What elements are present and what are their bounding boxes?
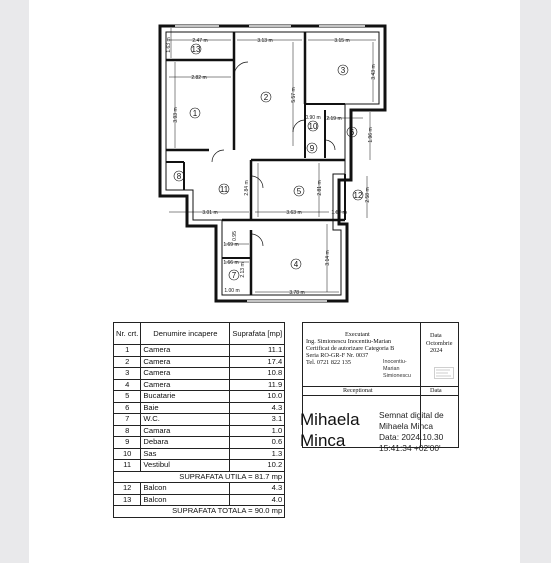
room-nr: 7: [114, 414, 141, 426]
balcony-name: Balcon: [141, 494, 230, 506]
table-row: [114, 494, 285, 506]
date-year: 2024: [430, 347, 443, 354]
dimension-label: 1.00 m: [224, 288, 240, 294]
executant-line-1: Ing. Simionescu Inocentiu-Marian: [306, 338, 392, 345]
table-row: [114, 460, 285, 472]
header-name: Denumire incapere: [141, 323, 230, 345]
room-area: 1.3: [230, 448, 285, 460]
room-number-label: 4: [293, 259, 299, 269]
room-name: Debara: [141, 437, 230, 449]
dimension-label: 3.43 m: [371, 64, 377, 80]
room-area: 4.3: [230, 402, 285, 414]
room-name: Vestibul: [141, 460, 230, 472]
room-nr: 2: [114, 356, 141, 368]
room-name: Camera: [141, 356, 230, 368]
executant-label: Executant: [345, 331, 370, 338]
room-name: Sas: [141, 448, 230, 460]
room-area: 17.4: [230, 356, 285, 368]
dimension-label: 1.63 m: [166, 37, 172, 53]
table-row: [114, 448, 285, 460]
balcony-area: 4.3: [230, 483, 285, 495]
dimension-label: 5.57 m: [291, 87, 297, 103]
dimension-label: 3.93 m: [173, 107, 179, 123]
room-area: 1.0: [230, 425, 285, 437]
room-number-label: 2: [263, 92, 269, 102]
table-row: [114, 368, 285, 380]
balcony-rows: [114, 483, 285, 506]
date-label: Data: [430, 332, 442, 339]
dimension-label: 1.66 m: [223, 260, 239, 266]
executant-line-3: Seria RO-GR-F Nr. 0037: [306, 352, 369, 359]
executant-line-4: Tel. 0721 822 135: [306, 359, 351, 366]
room-area: 10.2: [230, 460, 285, 472]
dimension-label: 2.58 m: [365, 187, 371, 203]
document-page: [29, 0, 520, 563]
room-nr: 9: [114, 437, 141, 449]
table-row: [114, 356, 285, 368]
dimension-label: 2.81 m: [317, 180, 323, 196]
table-row: [114, 379, 285, 391]
table-header-row: [114, 323, 285, 345]
table-row: [114, 437, 285, 449]
balcony-area: 4.0: [230, 494, 285, 506]
room-nr: 11: [114, 460, 141, 472]
room-nr: 3: [114, 368, 141, 380]
room-number-label: 7: [231, 270, 237, 280]
table-row: [114, 345, 285, 357]
room-name: Camera: [141, 368, 230, 380]
table-row: [114, 425, 285, 437]
room-name: Camera: [141, 379, 230, 391]
dimension-label: 3.15 m: [334, 38, 350, 44]
digital-signature-line-1: Semnat digital de: [379, 410, 444, 420]
dimension-label: 1.96 m: [368, 127, 374, 143]
room-name: Camera: [141, 345, 230, 357]
grand-total-row: [114, 506, 285, 518]
dimension-label: 0.90 m: [305, 115, 321, 121]
room-area: 0.6: [230, 437, 285, 449]
room-number-label: 1: [192, 108, 198, 118]
dimension-label: 2.82 m: [191, 75, 207, 81]
room-number-label: 5: [296, 186, 302, 196]
signature-first-name: Mihaela: [300, 410, 360, 429]
header-area: Suprafata [mp]: [230, 323, 285, 345]
balcony-name: Balcon: [141, 483, 230, 495]
room-number-label: 6: [349, 127, 355, 137]
room-area: 11.1: [230, 345, 285, 357]
stamp-graphic: [434, 367, 454, 379]
useful-total-row: [114, 471, 285, 483]
room-area: 11.9: [230, 379, 285, 391]
stamp-name-1: Inocentiu-: [383, 359, 407, 365]
table-row: [114, 483, 285, 495]
room-number-label: 10: [308, 121, 318, 131]
stamp-name-2: Marian: [383, 366, 400, 372]
room-nr: 4: [114, 379, 141, 391]
stamp-name-3: Simionescu: [383, 373, 411, 379]
dimension-label: 2.13 m: [240, 262, 246, 278]
room-nr: 8: [114, 425, 141, 437]
dimension-label: 2.19 m: [326, 116, 342, 122]
room-nr: 10: [114, 448, 141, 460]
room-nr: 6: [114, 402, 141, 414]
balcony-nr: 13: [114, 494, 141, 506]
room-nr: 5: [114, 391, 141, 403]
digital-signature-line-2: Mihaela Minca: [379, 421, 433, 431]
signature-last-name: Minca: [300, 431, 346, 450]
room-area: 3.1: [230, 414, 285, 426]
dimension-label: 3.13 m: [257, 38, 273, 44]
executant-line-2: Certificat de autorizare Categoria B: [306, 345, 395, 352]
rooms-table: [113, 322, 285, 518]
room-name: W.C.: [141, 414, 230, 426]
digital-signature-line-3: Data: 2024.10.30: [379, 432, 444, 442]
room-number-label: 11: [219, 184, 229, 194]
table-row: [114, 414, 285, 426]
room-area: 10.0: [230, 391, 285, 403]
header-nr: Nr. crt.: [114, 323, 141, 345]
dimension-label: 2.47 m: [192, 38, 208, 44]
dimension-label: 3.78 m: [289, 290, 305, 296]
room-name: Baie: [141, 402, 230, 414]
dimension-label: 1.69 m: [223, 242, 239, 248]
receptionat-label: Receptionat: [343, 387, 373, 394]
digital-signature-line-4: 15:41:34 +02'00': [379, 443, 441, 453]
date-label-2: Data: [430, 387, 442, 394]
room-nr: 1: [114, 345, 141, 357]
room-number-label: 3: [340, 65, 346, 75]
grand-total: SUPRAFATA TOTALA = 90.0 mp: [114, 506, 285, 518]
room-name: Camara: [141, 425, 230, 437]
dimension-label: 3.14 m: [325, 250, 331, 266]
room-number-label: 9: [309, 143, 315, 153]
room-name: Bucatarie: [141, 391, 230, 403]
balcony-nr: 12: [114, 483, 141, 495]
room-number-label: 12: [353, 190, 363, 200]
date-month: Octombrie: [426, 340, 453, 347]
room-rows: [114, 345, 285, 472]
useful-total: SUPRAFATA UTILA = 81.7 mp: [114, 471, 285, 483]
dimension-label: 0.95: [232, 231, 238, 241]
dimension-label: 2.84 m: [244, 180, 250, 196]
room-number-label: 8: [176, 171, 182, 181]
room-area: 10.8: [230, 368, 285, 380]
dimension-label: 3.01 m: [202, 210, 218, 216]
room-number-label: 13: [191, 44, 201, 54]
dimension-label: 1.67 m: [331, 210, 347, 216]
table-row: [114, 402, 285, 414]
table-row: [114, 391, 285, 403]
dimension-label: 3.63 m: [286, 210, 302, 216]
floor-plan: [29, 0, 520, 310]
